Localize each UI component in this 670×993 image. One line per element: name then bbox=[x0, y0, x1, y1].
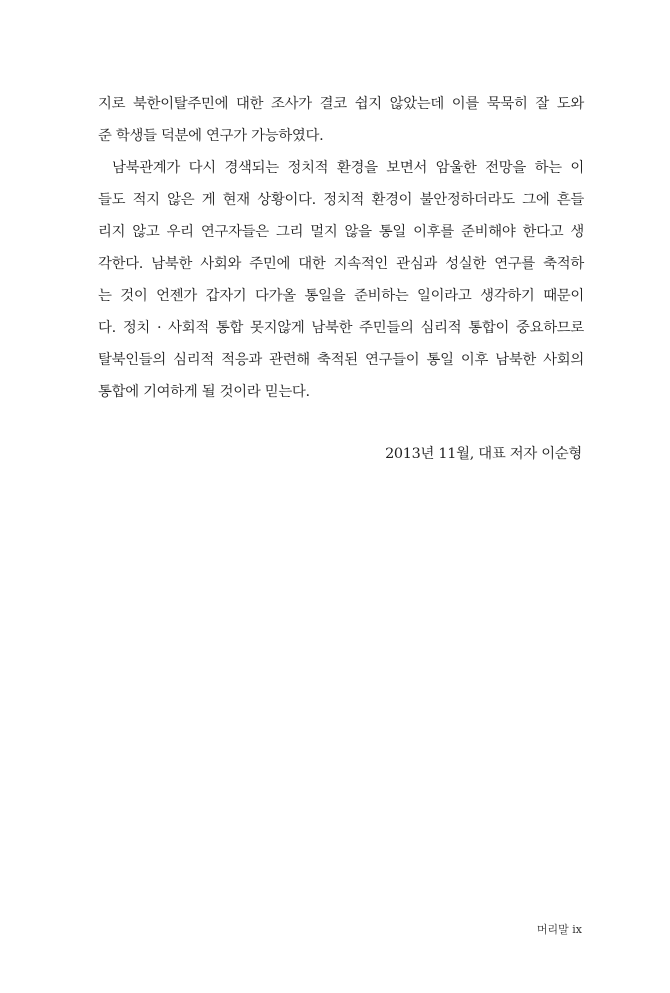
text-line: 는 것이 언젠가 갑자기 다가올 통일을 준비하는 일이라고 생각하기 때문이 bbox=[98, 288, 584, 304]
text-line: 남북관계가 다시 경색되는 정치적 환경을 보면서 암울한 전망을 하는 이 bbox=[112, 160, 584, 176]
text-line: 각한다. 남북한 사회와 주민에 대한 지속적인 관심과 성실한 연구를 축적하 bbox=[98, 256, 584, 272]
text-line: 준 학생들 덕분에 연구가 가능하였다. bbox=[98, 128, 324, 144]
author-signature: 2013년 11월, 대표 저자 이순형 bbox=[385, 446, 582, 462]
page-folio: 머리말 ix bbox=[536, 923, 582, 936]
text-line: 다. 정치 · 사회적 통합 못지않게 남북한 주민들의 심리적 통합이 중요하므로 bbox=[98, 320, 584, 336]
text-line: 들도 적지 않은 게 현재 상황이다. 정치적 환경이 불안정하더라도 그에 흔들 bbox=[98, 192, 584, 208]
body-text bbox=[98, 88, 584, 408]
text-line: 탈북인들의 심리적 적응과 관련해 축적된 연구들이 통일 이후 남북한 사회의 bbox=[98, 352, 584, 368]
text-line: 지로 북한이탈주민에 대한 조사가 결코 쉽지 않았는데 이를 묵묵히 잘 도와 bbox=[98, 96, 584, 112]
text-line: 통합에 기여하게 될 것이라 믿는다. bbox=[98, 384, 310, 400]
text-line: 리지 않고 우리 연구자들은 그리 멀지 않을 통일 이후를 준비해야 한다고 생 bbox=[98, 224, 584, 240]
